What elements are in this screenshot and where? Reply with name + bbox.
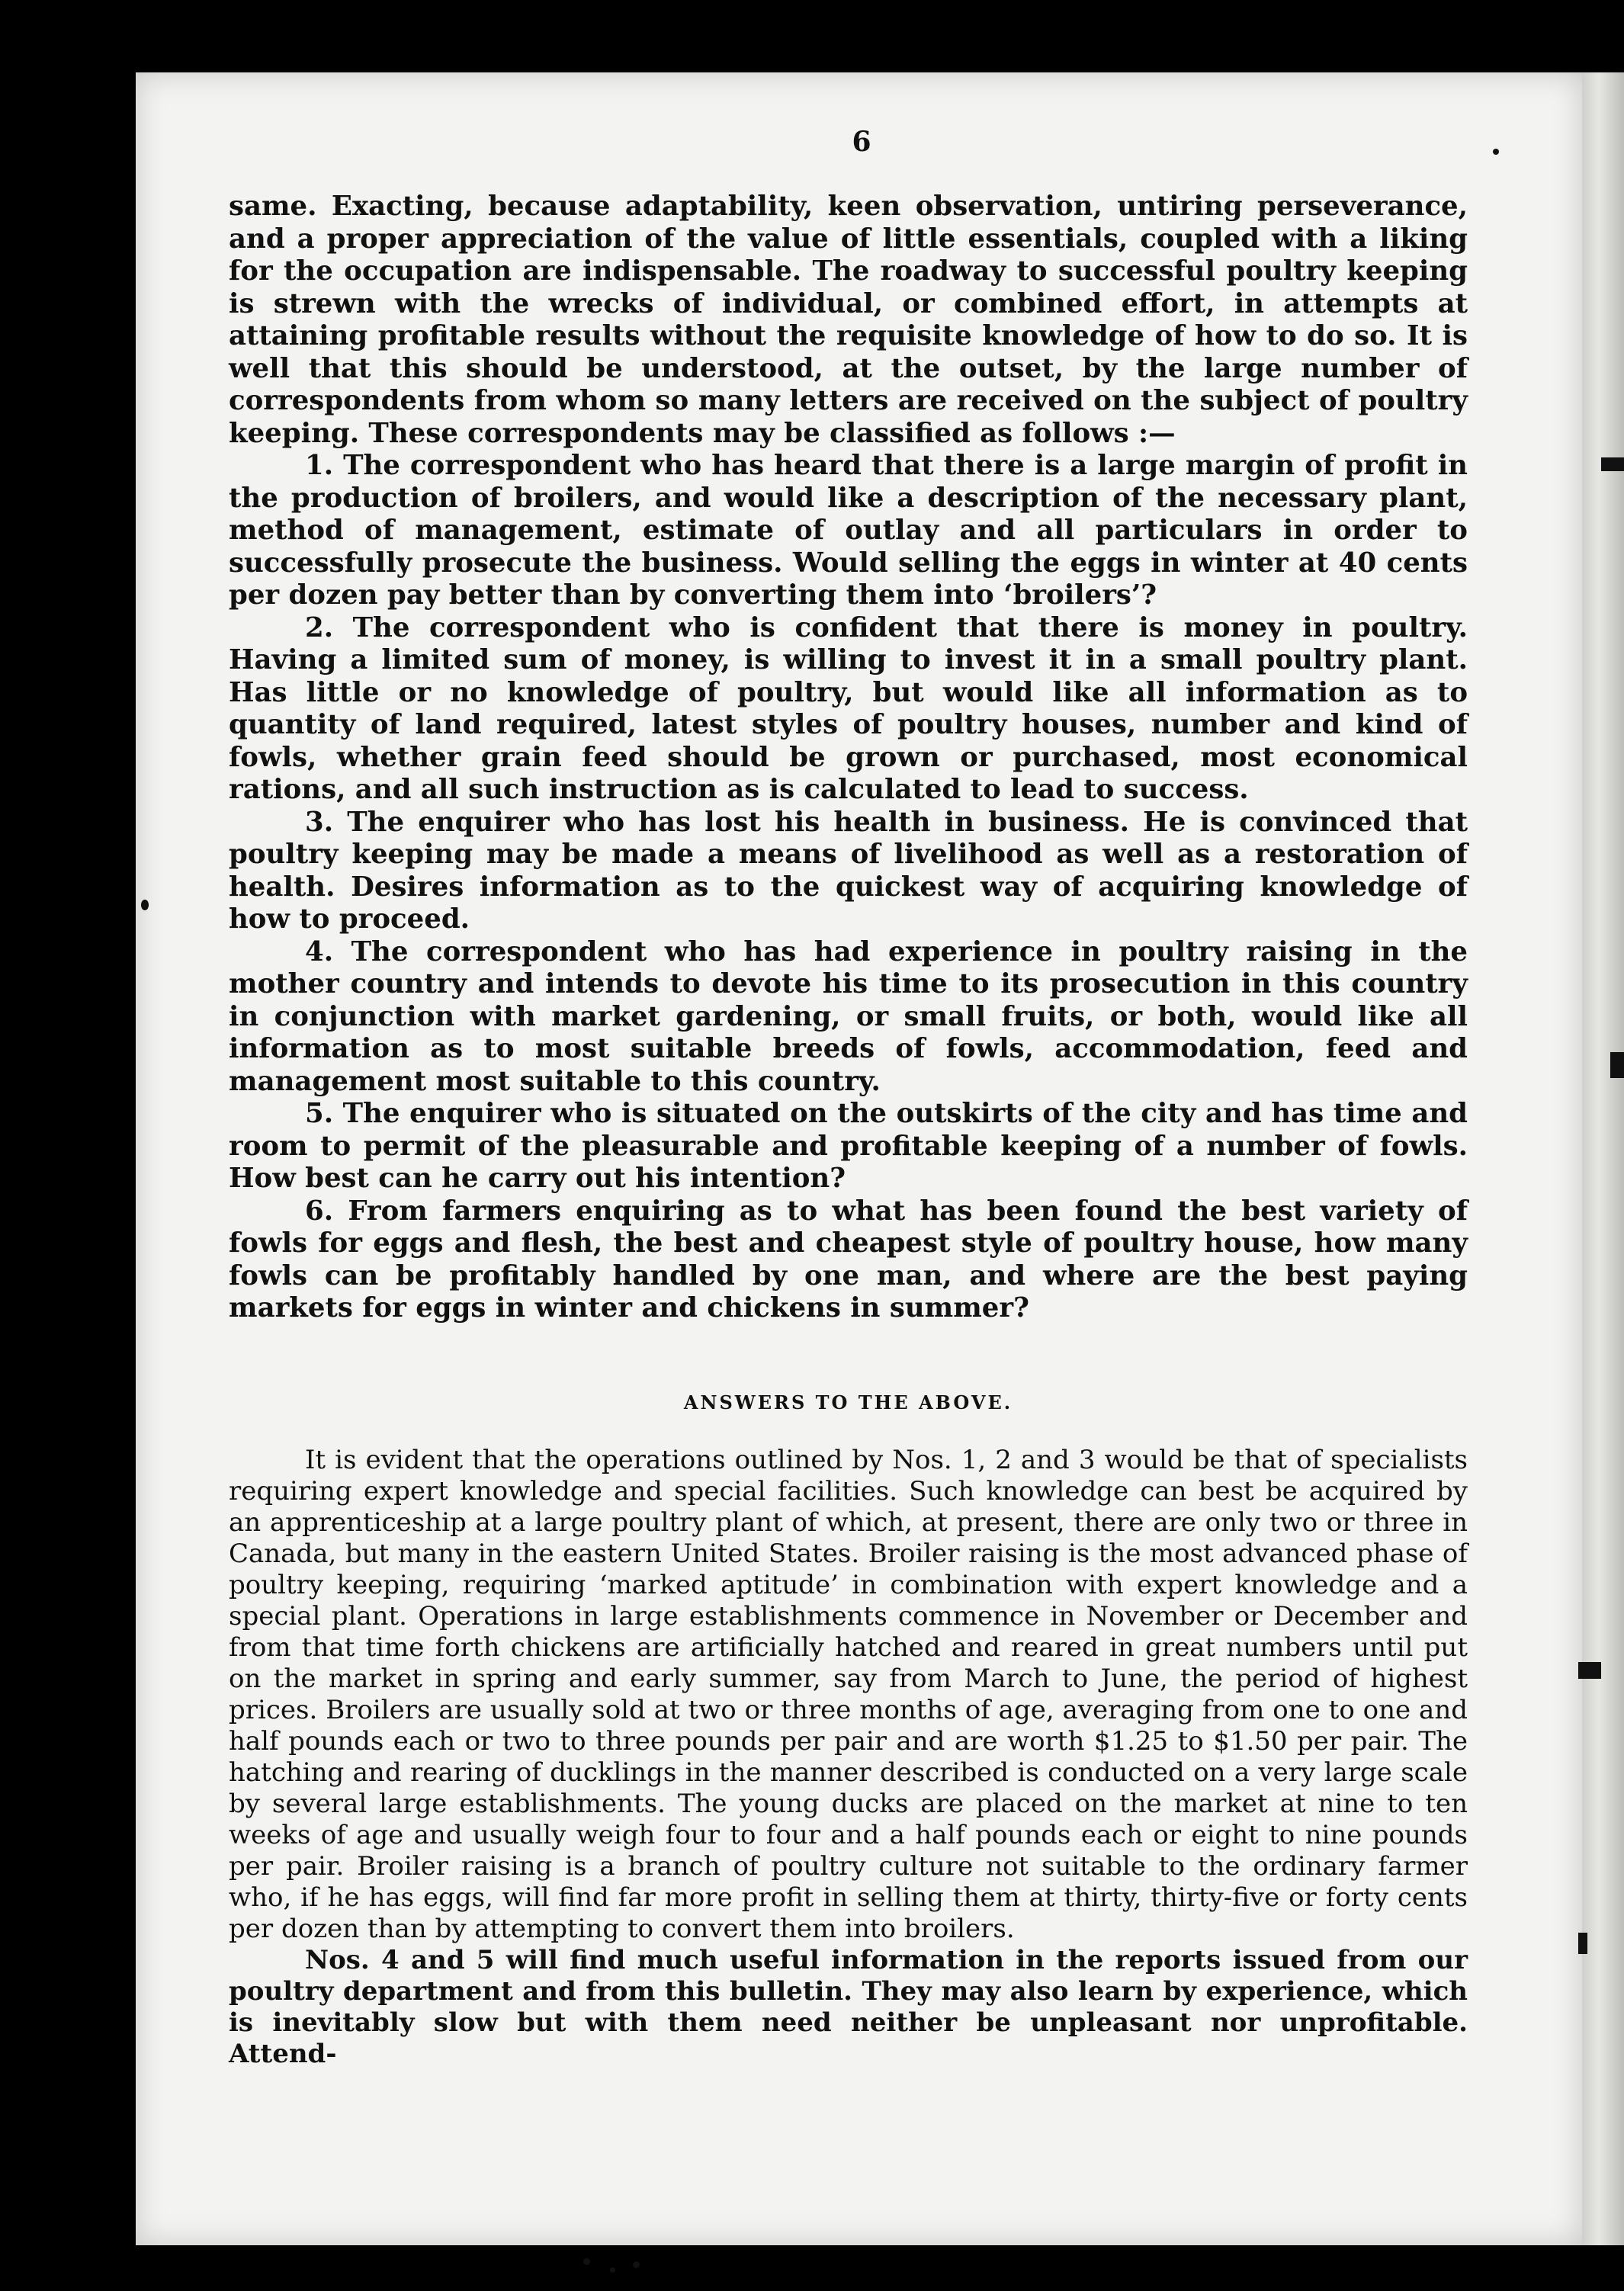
binding-mark — [1578, 1662, 1601, 1679]
class-item-4: 4. The correspondent who has had experience in poultry raising in the mother country and intends to devote his time to its prosecution in this country in conjunction with market gardening, or small fruits, or both, would like all information as to most suitable breeds of fowls, accommodation, feed and management most suitable to this country. — [229, 935, 1468, 1097]
class-item-2: 2. The correspondent who is confident that there is money in poultry. Having a limited sum of money, is willing to invest it in a small poultry plant. Has little or no knowledge of poultry, but would like all information as to quantity of land required, latest styles of poultry houses, number and kind of fowls, whether grain feed should be grown or purchased, most economical rations, and all such instruction as is calculated to lead to success. — [229, 611, 1468, 805]
scan-speck — [141, 900, 149, 910]
binding-mark — [1610, 1052, 1624, 1078]
intro-paragraph: same. Exacting, because adaptability, keen observation, untiring perseverance, and a proper appreciation of the value of little essentials, coupled with a liking for the occupation are indispensable. The roadway to successful poultry keeping is strewn with the wrecks of individual, or combined effort, in attempts at attaining profitable results without the requisite knowledge of how to do so. It is well that this should be understood, at the outset, by the large number of correspondents from whom so many letters are received on the subject of poultry keeping. These correspondents may be classified as follows :— — [229, 191, 1468, 449]
class-item-1: 1. The correspondent who has heard that there is a large margin of profit in the production of broilers, and would like a description of the necessary plant, method of management, estimate of outlay and all particulars in order to successfully prosecute the business. Would selling the eggs in winter at 40 cents per dozen pay better than by converting them into ‘broilers’? — [229, 450, 1468, 611]
scan-speck — [583, 2258, 590, 2265]
class-item-6: 6. From farmers enquiring as to what has been found the best variety of fowls for eggs and flesh, the best and cheapest style of poultry house, how many fowls can be profitably handled by one man, and where are the best paying markets for eggs in winter and chickens in summer? — [229, 1195, 1468, 1324]
page-number: 6 — [852, 126, 871, 158]
answers-heading: ANSWERS TO THE ABOVE. — [683, 1391, 1013, 1413]
scan-speck — [610, 2267, 615, 2273]
class-item-3: 3. The enquirer who has lost his health in business. He is convinced that poultry keeping may be made a means of livelihood as well as a restoration of health. Desires information as to the quickest way of acquiring knowledge of how to proceed. — [229, 806, 1468, 935]
page-edge-shadow — [1582, 72, 1624, 2245]
intro-and-classes-block — [229, 191, 1468, 1325]
binding-mark — [1601, 457, 1624, 471]
binding-mark — [1578, 1933, 1587, 1954]
answers-paragraph-1: It is evident that the operations outlined by Nos. 1, 2 and 3 would be that of specialists requiring expert knowledge and special facilities. Such knowledge can best be acquired by an apprenticeship at a large poultry plant of which, at present, there are only two or three in Canada, but many in the eastern United States. Broiler raising is the most advanced phase of poultry keeping, requiring ‘marked aptitude’ in combination with expert knowledge and a special plant. Operations in large establishments commence in November or December and from that time forth chickens are artificially hatched and reared in great numbers until put on the market in spring and early summer, say from March to June, the period of highest prices. Broilers are usually sold at two or three months of age, averaging from one to one and half pounds each or two to three pounds per pair and are worth $1.25 to $1.50 per pair. The hatching and rearing of ducklings in the manner described is conducted on a very large scale by several large establishments. The young ducks are placed on the market at nine to ten weeks of age and usually weigh four to four and a half pounds each or eight to nine pounds per pair. Broiler raising is a branch of poultry culture not suitable to the ordinary farmer who, if he has eggs, will find far more profit in selling them at thirty, thirty-five or forty cents per dozen than by attempting to convert them into broilers. — [229, 1445, 1468, 1944]
scan-speck — [633, 2261, 640, 2268]
answers-block — [229, 1445, 1468, 2070]
scan-speck — [1493, 149, 1499, 155]
class-item-5: 5. The enquirer who is situated on the outskirts of the city and has time and room to permit of the pleasurable and profitable keeping of a number of fowls. How best can he carry out his intention? — [229, 1098, 1468, 1194]
answers-paragraph-2: Nos. 4 and 5 will find much useful information in the reports issued from our poultry department and from this bulletin. They may also learn by experience, which is inevitably slow but with them need neither be unpleasant nor unprofitable. Attend- — [229, 1945, 1468, 2069]
